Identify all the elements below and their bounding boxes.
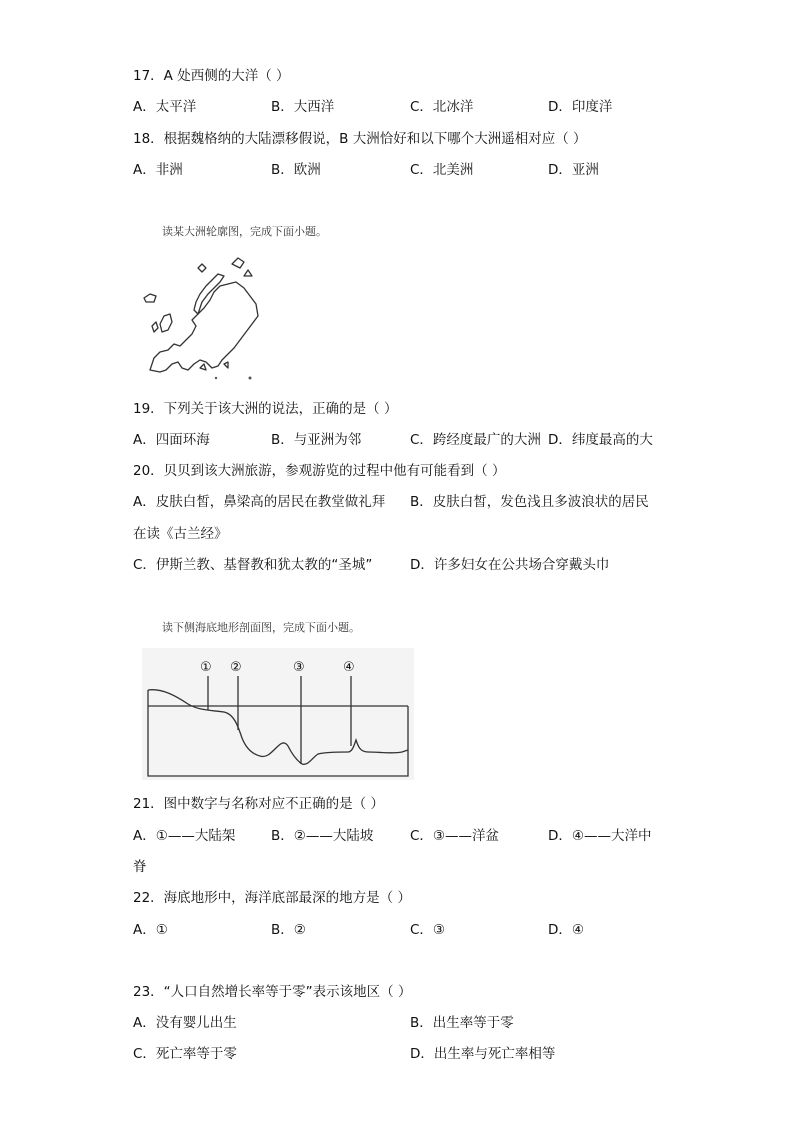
q19-option-b[interactable]: B．与亚洲为邻 (271, 432, 362, 448)
q18-option-b[interactable]: B．欧洲 (271, 162, 321, 178)
q21-option-a[interactable]: A．①——大陆架 (133, 828, 236, 844)
q21-option-b[interactable]: B．②——大陆坡 (271, 828, 374, 844)
q17-option-b[interactable]: B．大西洋 (271, 99, 335, 115)
q23-option-d[interactable]: D．出生率与死亡率相等 (410, 1046, 556, 1062)
q20-option-b-continued: 在读《古兰经》 (133, 526, 228, 542)
question-21-stem: 21．图中数字与名称对应不正确的是（ ） (133, 796, 384, 812)
q22-option-a[interactable]: A．① (133, 922, 168, 938)
q18-option-a[interactable]: A．非洲 (133, 162, 183, 178)
marker-3: ③ (293, 660, 305, 675)
question-23-stem: 23．“人口自然增长率等于零”表示该地区（ ） (133, 984, 412, 1000)
q22-option-c[interactable]: C．③ (410, 922, 446, 938)
q17-option-c[interactable]: C．北冰洋 (410, 99, 474, 115)
q22-option-b[interactable]: B．② (271, 922, 306, 938)
marker-2: ② (230, 660, 242, 675)
europe-outline-map (140, 252, 262, 384)
q23-option-a[interactable]: A．没有婴儿出生 (133, 1015, 237, 1031)
figure-2-caption: 读下侧海底地形剖面图，完成下面小题。 (162, 621, 360, 634)
question-22-stem: 22．海底地形中，海洋底部最深的地方是（ ） (133, 890, 411, 906)
question-20-stem: 20．贝贝到该大洲旅游，参观游览的过程中他有可能看到（ ） (133, 463, 506, 479)
q20-option-d[interactable]: D．许多妇女在公共场合穿戴头巾 (410, 557, 610, 573)
marker-1: ① (200, 660, 212, 675)
question-18-stem: 18．根据魏格纳的大陆漂移假说，B 大洲恰好和以下哪个大洲遥相对应（ ） (133, 131, 587, 147)
q19-option-d[interactable]: D．纬度最高的大 (548, 432, 653, 448)
q21-option-d-continued: 脊 (133, 859, 147, 875)
q23-option-b[interactable]: B．出生率等于零 (410, 1015, 514, 1031)
q17-option-d[interactable]: D．印度洋 (548, 99, 613, 115)
q23-option-c[interactable]: C．死亡率等于零 (133, 1046, 237, 1062)
q19-option-c[interactable]: C．跨经度最广的大洲 (410, 432, 541, 448)
q21-option-d[interactable]: D．④——大洋中 (548, 828, 652, 844)
q21-option-c[interactable]: C．③——洋盆 (410, 828, 500, 844)
q18-option-c[interactable]: C．北美洲 (410, 162, 474, 178)
q19-option-a[interactable]: A．四面环海 (133, 432, 210, 448)
q20-option-b[interactable]: B．皮肤白皙，发色浅且多波浪状的居民 (410, 494, 649, 510)
q18-option-d[interactable]: D．亚洲 (548, 162, 599, 178)
q20-option-c[interactable]: C．伊斯兰教、基督教和犹太教的“圣城” (133, 557, 373, 573)
seafloor-profile-diagram (142, 648, 414, 780)
figure-1-caption: 读某大洲轮廓图，完成下面小题。 (162, 225, 327, 238)
q22-option-d[interactable]: D．④ (548, 922, 584, 938)
question-19-stem: 19．下列关于该大洲的说法，正确的是（ ） (133, 401, 398, 417)
q17-option-a[interactable]: A．太平洋 (133, 99, 197, 115)
question-17-stem: 17．A 处西侧的大洋（ ） (133, 68, 290, 84)
q20-option-a[interactable]: A．皮肤白皙，鼻梁高的居民在教堂做礼拜 (133, 494, 386, 510)
marker-4: ④ (343, 660, 355, 675)
